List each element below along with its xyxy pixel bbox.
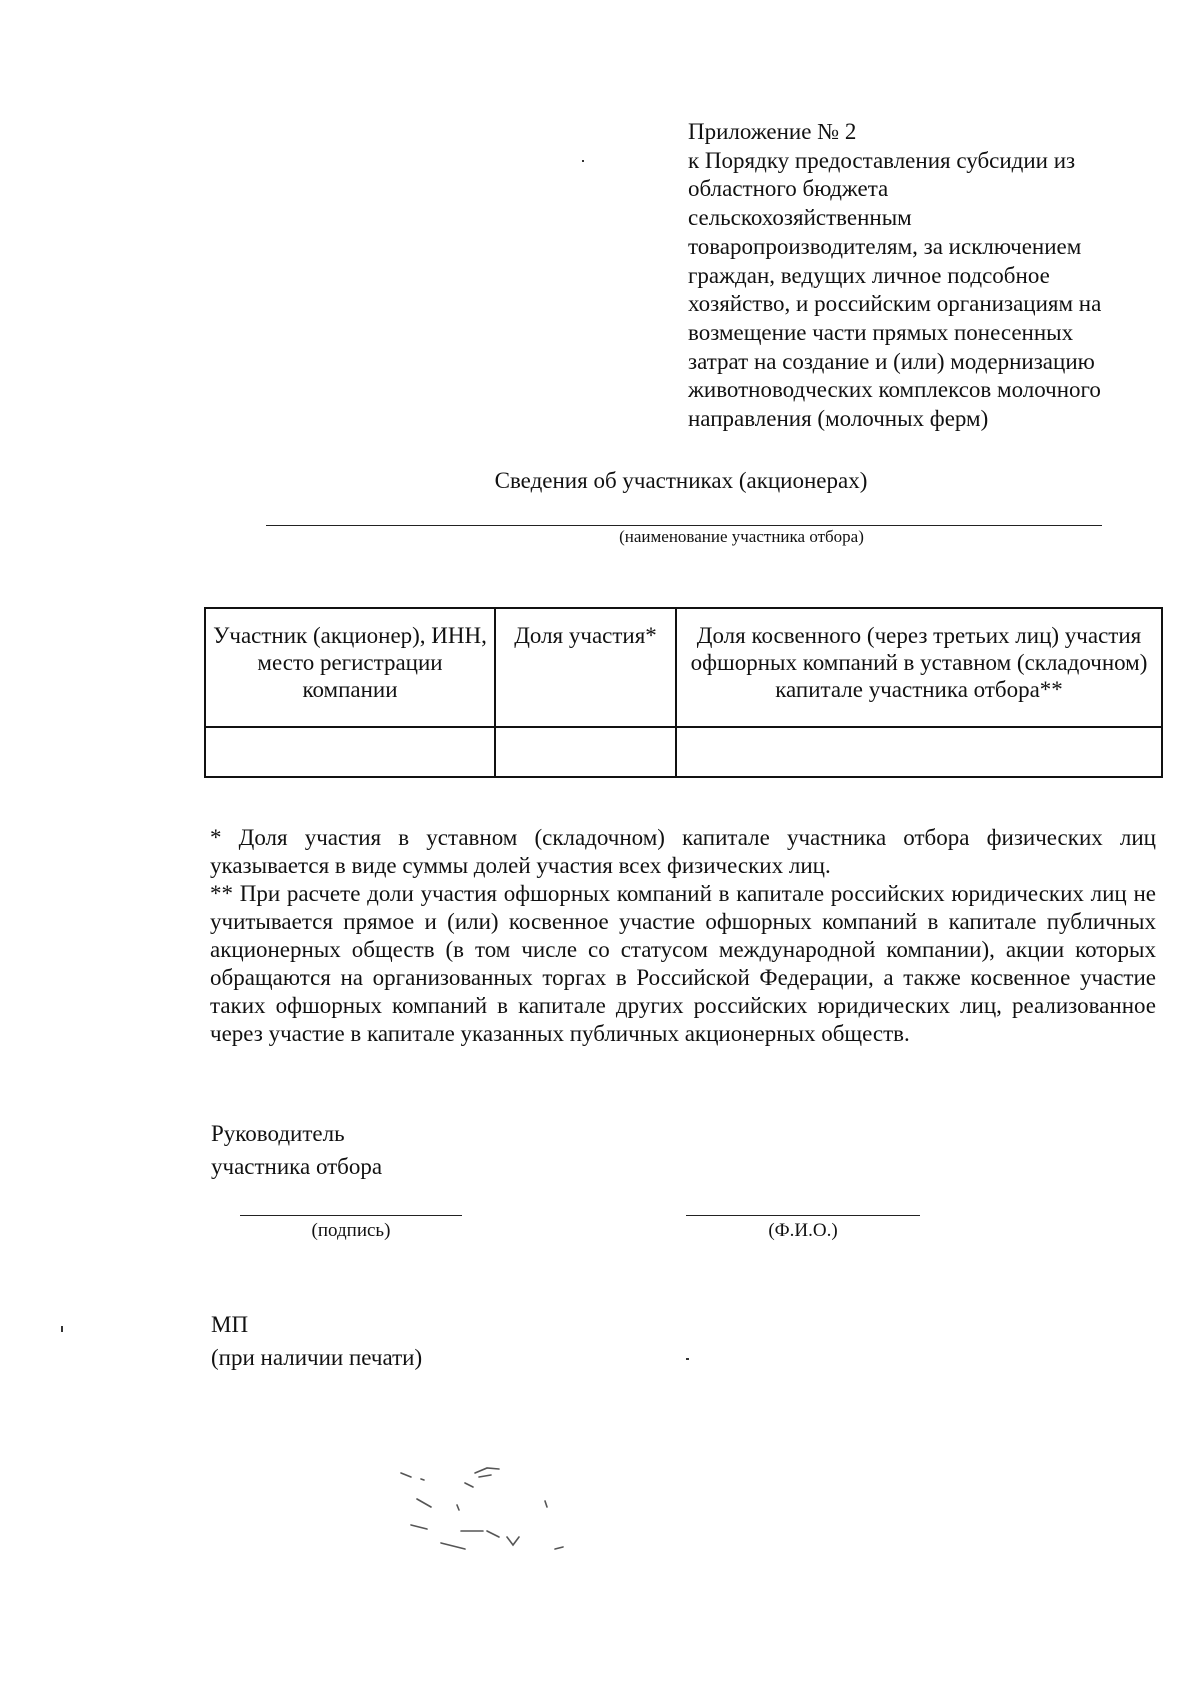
faded-stamp-marks	[395, 1465, 635, 1555]
scan-speck	[61, 1326, 63, 1332]
stamp-label	[211, 1308, 422, 1374]
table-header-row	[205, 608, 1162, 727]
appendix-line: возмещение части прямых понесенных	[688, 319, 1074, 345]
cell-offshore-share[interactable]	[676, 727, 1162, 777]
signature-caption: (подпись)	[311, 1220, 391, 1241]
appendix-line: животноводческих комплексов молочного	[688, 377, 1101, 403]
appendix-line: Приложение № 2	[688, 119, 857, 144]
appendix-line: товаропроизводителям, за исключением	[688, 233, 1082, 259]
appendix-line: хозяйство, и российским организациям на	[688, 291, 1102, 317]
appendix-header	[688, 118, 1158, 434]
stamp-label-line-2: (при наличии печати)	[211, 1345, 423, 1370]
head-label-line-1: Руководитель	[211, 1121, 345, 1146]
appendix-line: сельскохозяйственным	[688, 205, 912, 231]
appendix-line: направления (молочных ферм)	[688, 406, 989, 432]
scan-speck	[582, 160, 584, 162]
head-label-line-2: участника отбора	[211, 1154, 383, 1179]
fio-line[interactable]	[686, 1215, 920, 1216]
header-offshore-share: Доля косвенного (через третьих лиц) участия офшорных компаний в уставном (складочном) капитале участника отбора**	[676, 608, 1162, 727]
appendix-line: к Порядку предоставления субсидии из	[688, 147, 1076, 173]
header-participant: Участник (акционер), ИНН, место регистрации компании	[205, 608, 495, 727]
cell-participant[interactable]	[205, 727, 495, 777]
scan-speck	[686, 1358, 689, 1360]
cell-share[interactable]	[495, 727, 676, 777]
appendix-line: граждан, ведущих личное подсобное	[688, 262, 1050, 288]
participants-table	[204, 607, 1163, 778]
document-title: Сведения об участниках (акционерах)	[494, 468, 868, 493]
signature-line[interactable]	[240, 1215, 462, 1216]
participant-name-line	[266, 525, 1102, 526]
appendix-line: затрат на создание и (или) модернизацию	[688, 348, 1095, 374]
participant-name-caption: (наименование участника отбора)	[619, 527, 864, 546]
head-label	[211, 1117, 382, 1183]
footnote-2: ** При расчете доли участия офшорных компаний в капитале российских юридических лиц не учитывается прямое и (или) косвенное участие офшорных компаний в капитале публичных акционерных обществ (в том числе со статусом международной компании), акции которых обращаются на организованных торгах в Российской Федерации, а также косвенное участие таких офшорных компаний в капитале других российских юридических лиц, реализованное через участие в капитале указанных публичных акционерных обществ.	[210, 881, 1156, 1046]
footnote-1: * Доля участия в уставном (складочном) капитале участника отбора физических лиц указывается в виде суммы долей участия всех физических лиц.	[210, 825, 1156, 878]
footnotes	[210, 824, 1156, 1048]
fio-caption: (Ф.И.О.)	[768, 1220, 838, 1241]
stamp-label-line-1: МП	[211, 1312, 249, 1337]
appendix-line: областного бюджета	[688, 176, 889, 202]
table-row	[205, 727, 1162, 777]
header-share: Доля участия*	[495, 608, 676, 727]
